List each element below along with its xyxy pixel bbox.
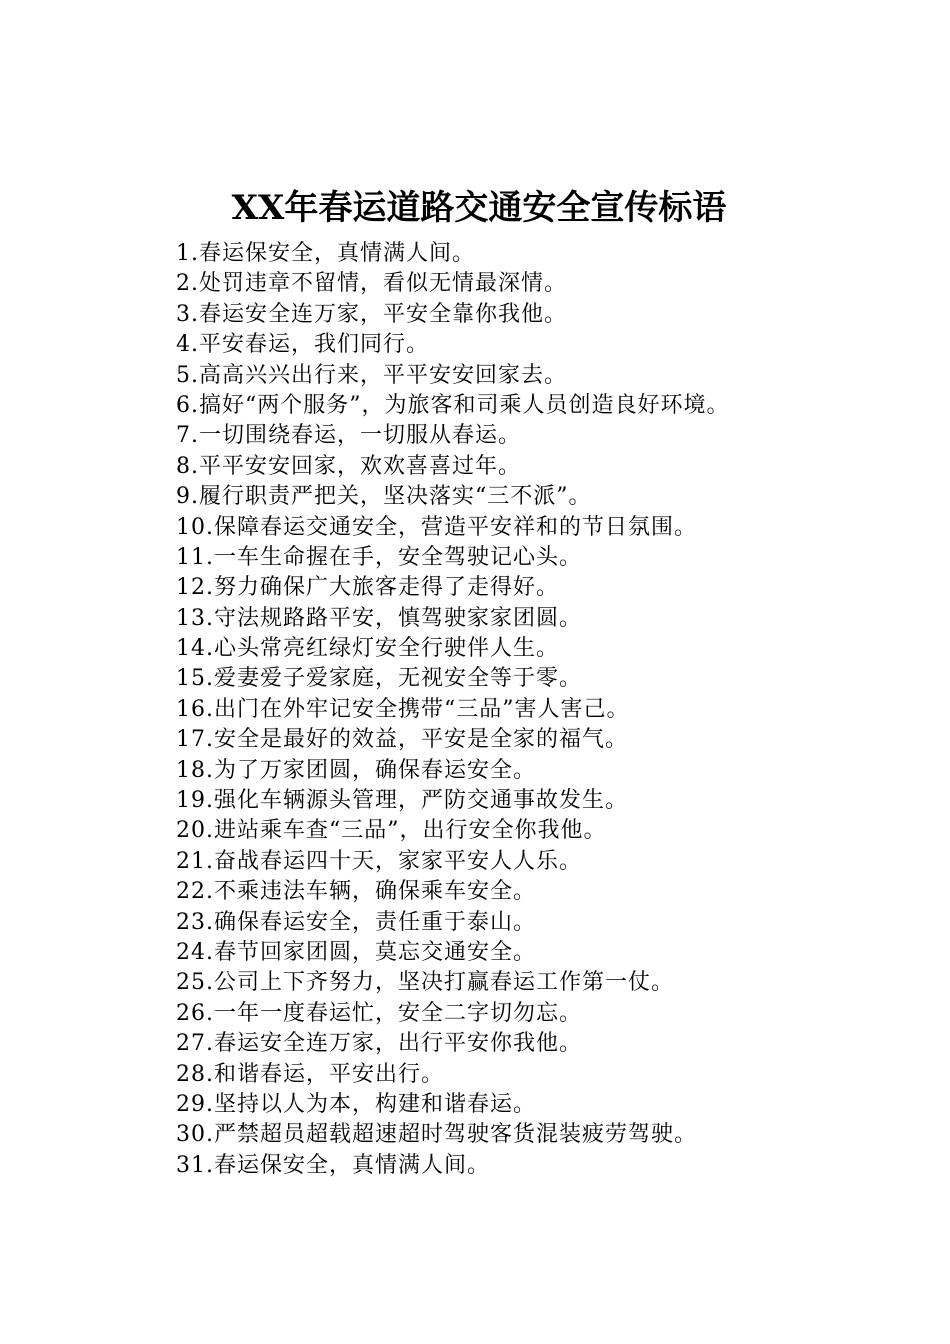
slogan-item: 5.高高兴兴出行来，平平安安回家去。 xyxy=(176,362,567,388)
slogan-item: 22.不乘违法车辆，确保乘车安全。 xyxy=(176,879,536,905)
slogan-item: 25.公司上下齐努力，坚决打赢春运工作第一仗。 xyxy=(176,970,674,996)
slogan-item: 10.保障春运交通安全，营造平安祥和的节日氛围。 xyxy=(176,514,697,540)
slogan-item: 4.平安春运，我们同行。 xyxy=(176,332,429,358)
slogan-item: 29.坚持以人为本，构建和谐春运。 xyxy=(176,1091,536,1117)
slogan-item: 28.和谐春运，平安出行。 xyxy=(176,1061,444,1087)
slogan-item: 11.一车生命握在手，安全驾驶记心头。 xyxy=(176,544,582,570)
slogan-item: 1.春运保安全，真情满人间。 xyxy=(176,241,475,266)
slogan-item: 26.一年一度春运忙，安全二字切勿忘。 xyxy=(176,1000,582,1026)
slogan-item: 2.处罚违章不留情，看似无情最深情。 xyxy=(176,271,567,297)
slogan-item: 19.强化车辆源头管理，严防交通事故发生。 xyxy=(176,788,628,814)
slogan-item: 31.春运保安全，真情满人间。 xyxy=(176,1152,490,1178)
slogan-item: 18.为了万家团圆，确保春运安全。 xyxy=(176,757,536,783)
slogan-item: 16.出门在外牢记安全携带“三品”害人害己。 xyxy=(176,696,630,722)
slogan-item: 8.平平安安回家，欢欢喜喜过年。 xyxy=(176,453,521,479)
slogan-item: 24.春节回家团圆，莫忘交通安全。 xyxy=(176,939,536,965)
slogan-item: 12.努力确保广大旅客走得了走得好。 xyxy=(176,575,559,601)
slogan-item: 6.搞好“两个服务”，为旅客和司乘人员创造良好环境。 xyxy=(176,392,730,418)
slogan-item: 23.确保春运安全，责任重于泰山。 xyxy=(176,909,536,935)
document-title: XX年春运道路交通安全宣传标语 xyxy=(231,188,727,228)
slogan-item: 14.心头常亮红绿灯安全行驶伴人生。 xyxy=(176,636,559,662)
slogan-item: 7.一切围绕春运，一切服从春运。 xyxy=(176,423,521,449)
slogan-item: 27.春运安全连万家，出行平安你我他。 xyxy=(176,1031,582,1057)
slogan-item: 17.安全是最好的效益，平安是全家的福气。 xyxy=(176,727,628,753)
slogan-item: 30.严禁超员超载超速超时驾驶客货混装疲劳驾驶。 xyxy=(176,1122,697,1148)
slogan-item: 20.进站乘车查“三品”，出行安全你我他。 xyxy=(176,818,607,844)
slogan-item: 3.春运安全连万家，平安全靠你我他。 xyxy=(176,301,567,327)
slogan-item: 9.履行职责严把关，坚决落实“三不派”。 xyxy=(176,484,592,510)
slogan-list xyxy=(176,239,730,1181)
slogan-item: 21.奋战春运四十天，家家平安人人乐。 xyxy=(176,848,582,874)
slogan-item: 13.守法规路路平安，慎驾驶家家团圆。 xyxy=(176,605,582,631)
slogan-item: 15.爱妻爱子爱家庭，无视安全等于零。 xyxy=(176,666,582,692)
